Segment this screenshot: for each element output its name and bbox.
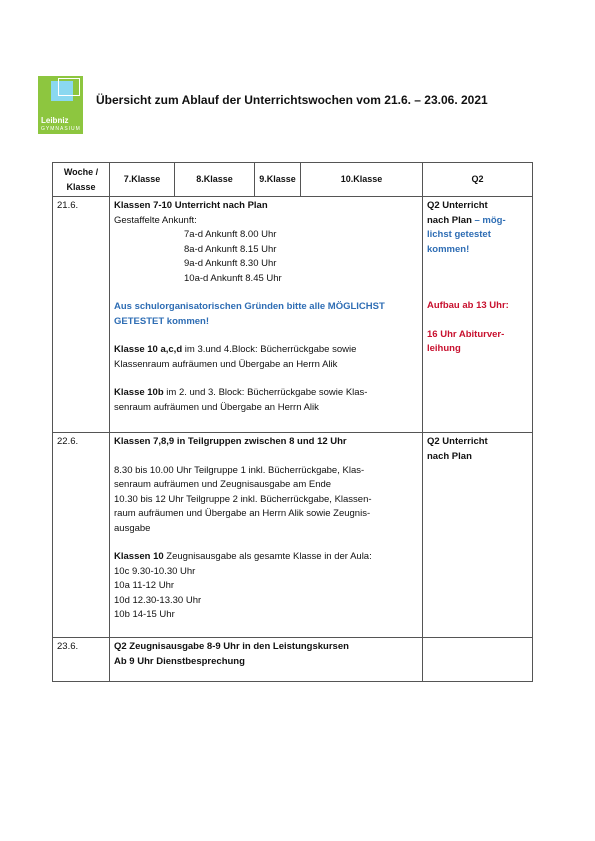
q2-aufbau: Aufbau ab 13 Uhr: [427, 300, 509, 311]
q2-cell [423, 638, 533, 682]
q2-abi-2: leihung [427, 343, 461, 354]
k10-label: Klassen 10 [114, 551, 164, 562]
q2-cell [423, 197, 533, 433]
k10b-label: Klasse 10b [114, 387, 164, 398]
schedule-table [52, 162, 533, 682]
row-heading: Klassen 7,8,9 in Teilgruppen zwischen 8 und 12 Uhr [114, 436, 347, 447]
spacer [427, 314, 528, 328]
spacer [114, 372, 418, 386]
arrival-8: 8a-d Ankunft 8.15 Uhr [184, 243, 277, 255]
header-q2: Q2 [423, 163, 533, 197]
k10b-line-1 [114, 386, 418, 401]
spacer [427, 257, 528, 271]
row-heading: Klassen 7-10 Unterricht nach Plan [114, 200, 268, 211]
k10b-text: im 2. und 3. Block: Bücherrückgabe sowie Klas- [163, 387, 368, 398]
spacer [114, 536, 418, 550]
day-cell: 22.6. [53, 433, 110, 638]
staggered-label: Gestaffelte Ankunft: [114, 214, 197, 226]
q2-line-1: Q2 Unterricht [427, 200, 488, 211]
q2-test-hint: – mög- [471, 214, 506, 226]
table-row-23-6 [53, 638, 533, 682]
k10-text: Zeugnisausgabe als gesamte Klasse in der Aula: [163, 551, 372, 562]
row3-line-2: Ab 9 Uhr Dienstbesprechung [114, 655, 245, 667]
classes-cell [110, 433, 423, 638]
q2-line-1: Q2 Unterricht [427, 436, 488, 447]
header-week-class: Woche / Klasse [53, 163, 110, 197]
school-logo [38, 76, 83, 134]
group-line-1: 8.30 bis 10.00 Uhr Teilgruppe 1 inkl. Bücherrückgabe, Klas- [114, 464, 365, 476]
spacer [114, 450, 418, 464]
k10acd-line-1 [114, 343, 418, 358]
spacer [114, 286, 418, 300]
k10acd-label: Klasse 10 a,c,d [114, 344, 183, 355]
q2-line-2 [427, 214, 528, 229]
header-9-klasse: 9.Klasse [255, 163, 301, 197]
day-cell: 23.6. [53, 638, 110, 682]
table-row-21-6 [53, 197, 533, 433]
group-line-3: 10.30 bis 12 Uhr Teilgruppe 2 inkl. Bücherrückgabe, Klassen- [114, 493, 372, 505]
group-line-4: raum aufräumen und Übergabe an Herrn Alik sowie Zeugnis- [114, 508, 371, 519]
test-notice-2: GETESTET kommen! [114, 315, 210, 327]
arrival-9: 9a-d Ankunft 8.30 Uhr [184, 258, 277, 269]
time-10a: 10a 11-12 Uhr [114, 580, 175, 591]
day-cell: 21.6. [53, 197, 110, 433]
q2-line-3: lichst getestet [427, 229, 491, 240]
logo-name: Leibniz [41, 116, 69, 125]
time-10d: 10d 12.30-13.30 Uhr [114, 594, 202, 606]
q2-line-4: kommen! [427, 243, 470, 255]
k10-line [114, 550, 418, 565]
spacer [427, 285, 528, 299]
arrival-10: 10a-d Ankunft 8.45 Uhr [184, 272, 282, 284]
spacer [114, 329, 418, 343]
classes-cell [110, 638, 423, 682]
k10acd-line-2: Klassenraum aufräumen und Übergabe an Herrn Alik [114, 358, 338, 370]
header-8-klasse: 8.Klasse [175, 163, 255, 197]
classes-cell [110, 197, 423, 433]
q2-line-2: nach Plan [427, 450, 472, 462]
page-title: Übersicht zum Ablauf der Unterrichtswochen vom 21.6. – 23.06. 2021 [96, 93, 488, 107]
table-row-22-6 [53, 433, 533, 638]
q2-plan: nach Plan [427, 214, 472, 226]
time-10b: 10b 14-15 Uhr [114, 609, 175, 620]
group-line-2: senraum aufräumen und Zeugnisausgabe am Ende [114, 479, 332, 490]
q2-abi-1: 16 Uhr Abiturver- [427, 328, 505, 340]
spacer [427, 271, 528, 285]
arrival-7: 7a-d Ankunft 8.00 Uhr [184, 229, 277, 240]
test-notice-1: Aus schulorganisatorischen Gründen bitte alle MÖGLICHST [114, 301, 385, 312]
table-header-row [53, 163, 533, 197]
group-line-5: ausgabe [114, 522, 151, 534]
header-10-klasse: 10.Klasse [301, 163, 423, 197]
logo-subtitle: GYMNASIUM [41, 126, 81, 132]
row3-line-1: Q2 Zeugnisausgabe 8-9 Uhr in den Leistungskursen [114, 641, 349, 652]
header-7-klasse: 7.Klasse [110, 163, 175, 197]
q2-cell [423, 433, 533, 638]
logo-outline-square-icon [58, 78, 80, 96]
k10acd-text: im 3.und 4.Block: Bücherrückgabe sowie [182, 344, 357, 355]
k10b-line-2: senraum aufräumen und Übergabe an Herrn Alik [114, 401, 319, 413]
time-10c: 10c 9.30-10.30 Uhr [114, 565, 196, 577]
